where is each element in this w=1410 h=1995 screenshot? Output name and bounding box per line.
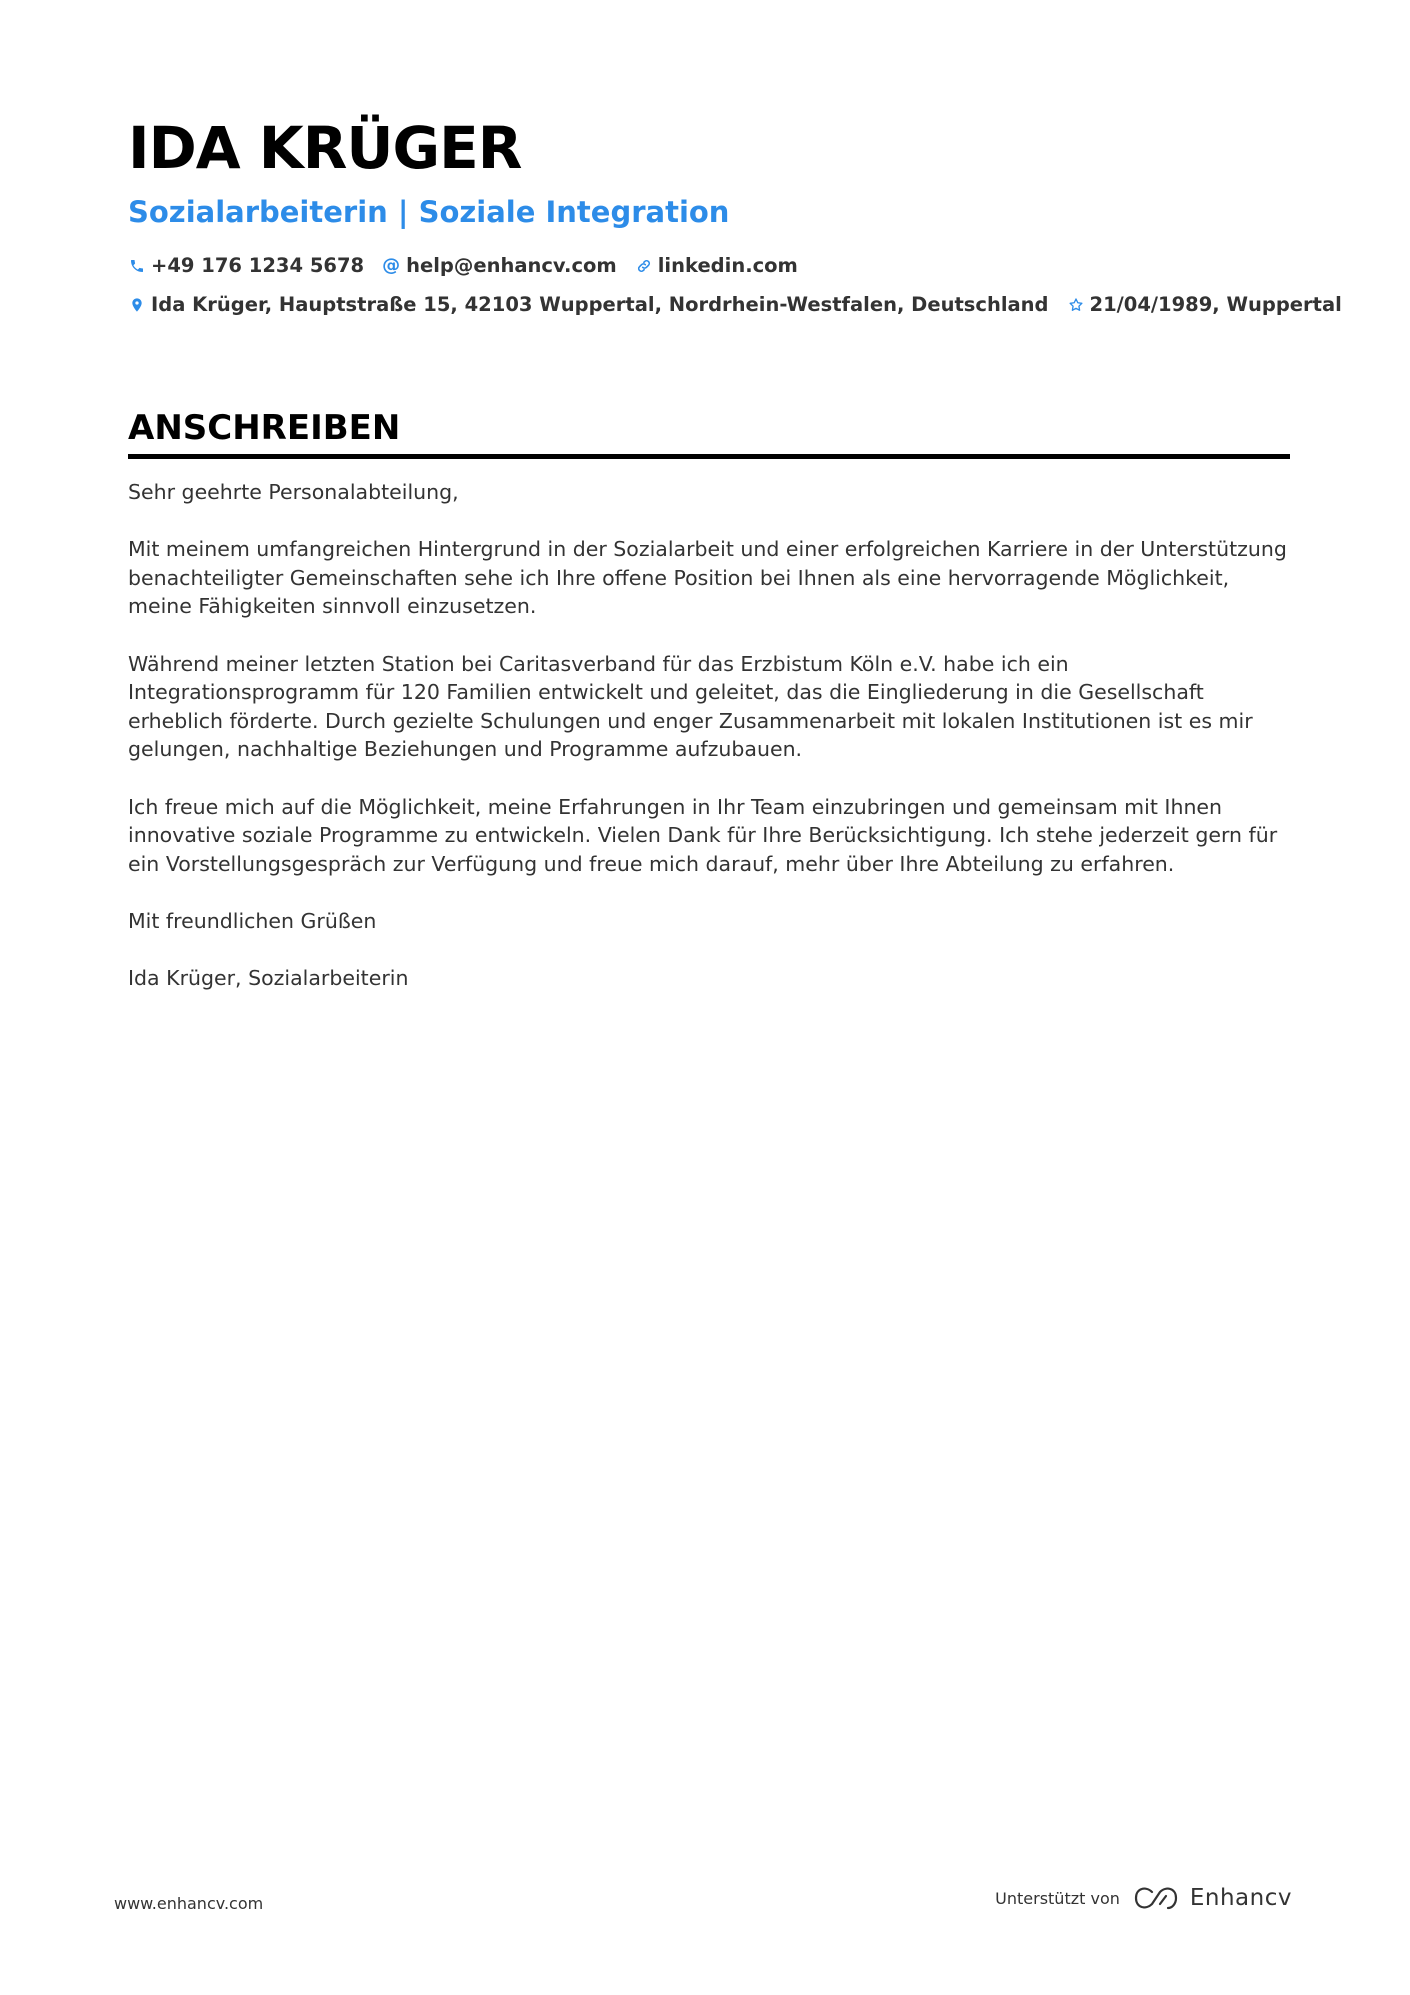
letter-paragraph: Mit meinem umfangreichen Hintergrund in der Sozialarbeit und einer erfolgreichen Karriere in der Unterstützung benachteiligter Gemeinschaften sehe ich Ihre offene Position bei Ihnen als eine hervorragende Möglichkeit, meine Fähigkeiten sinnvoll einzusetzen.: [128, 537, 1287, 619]
link-icon: [635, 257, 653, 275]
contact-birth: [1067, 291, 1342, 319]
contact-phone[interactable]: [128, 252, 364, 280]
letter-signature: Ida Krüger, Sozialarbeiterin: [128, 966, 409, 991]
letter-body: [128, 478, 1293, 1021]
letter-salutation: Sehr geehrte Personalabteilung,: [128, 480, 459, 504]
footer-branding[interactable]: [995, 1884, 1292, 1912]
header: [128, 108, 1342, 319]
cover-letter-section: [128, 404, 1290, 459]
contact-linkedin[interactable]: [635, 252, 798, 280]
phone-text: +49 176 1234 5678: [151, 254, 365, 277]
birth-text: 21/04/1989, Wuppertal: [1089, 293, 1342, 316]
enhancv-logo-icon: [1132, 1884, 1190, 1912]
powered-by-text: Unterstützt von: [995, 1888, 1120, 1908]
location-pin-icon: [128, 296, 146, 314]
brand-name: Enhancv: [1189, 1885, 1292, 1911]
linkedin-text: linkedin.com: [657, 254, 798, 277]
contact-row-2: [128, 291, 1342, 319]
letter-paragraph: Ich freue mich auf die Möglichkeit, meine Erfahrungen in Ihr Team einzubringen und gemeinsam mit Ihnen innovative soziale Programme zu entwickeln. Vielen Dank für Ihre Berücksichtigung. Ich stehe jederzeit gern für ein Vorstellungsgespräch zur Verfügung und freue mich darauf, mehr über Ihre Abteilung zu erfahren.: [128, 794, 1278, 876]
email-text: help@enhancv.com: [406, 254, 617, 277]
candidate-name: IDA KRÜGER: [128, 114, 522, 182]
address-text: Ida Krüger, Hauptstraße 15, 42103 Wuppertal, Nordrhein-Westfalen, Deutschland: [151, 293, 1049, 316]
star-icon: [1067, 296, 1085, 314]
contact-email[interactable]: [382, 252, 617, 280]
at-icon: @: [382, 255, 401, 276]
section-title: ANSCHREIBEN: [128, 408, 401, 448]
footer-website-link[interactable]: www.enhancv.com: [114, 1894, 264, 1913]
candidate-title: Sozialarbeiterin | Soziale Integration: [128, 195, 730, 229]
phone-icon: [128, 257, 146, 275]
contact-row-1: [128, 252, 1288, 280]
section-divider: [128, 454, 1290, 459]
letter-closing: Mit freundlichen Grüßen: [128, 908, 377, 933]
letter-paragraph: Während meiner letzten Station bei Caritasverband für das Erzbistum Köln e.V. habe ich ein Integrationsprogramm für 120 Familien entwickelt und geleitet, das die Eingliederung in die Gesellschaft erheblich förderte. Durch gezielte Schulungen und enger Zusammenarbeit mit lokalen Institutionen ist es mir gelungen, nachhaltige Beziehungen und Programme aufzubauen.: [128, 651, 1253, 762]
contact-address: [128, 291, 1049, 319]
